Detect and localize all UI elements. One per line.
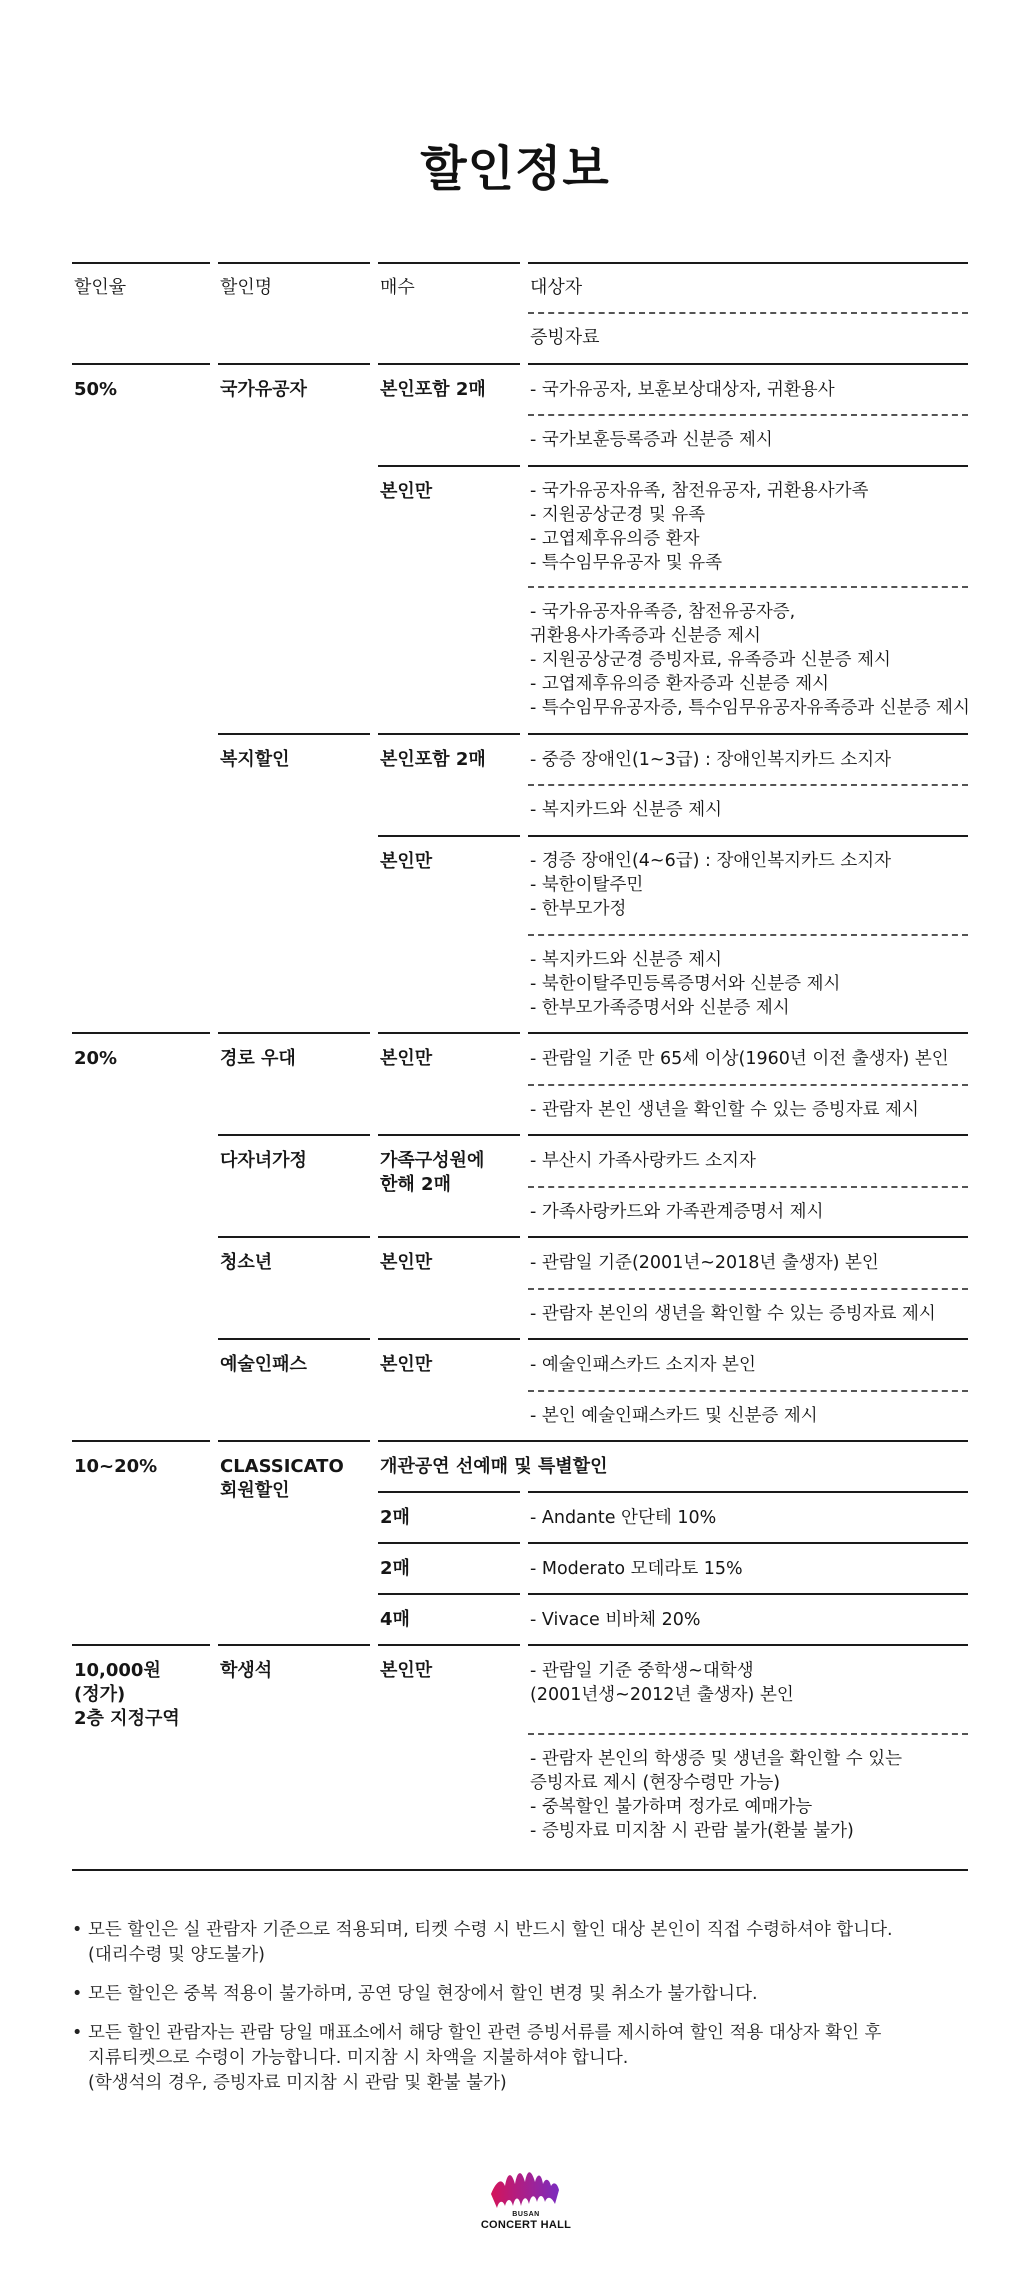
logo-small-text: BUSAN bbox=[512, 2211, 540, 2218]
target-student: - 관람일 기준 중학생~대학생 (2001년생~2012년 출생자) 본인 bbox=[530, 1661, 794, 1705]
row-rule bbox=[218, 1236, 370, 1238]
header-count: 매수 bbox=[380, 277, 415, 298]
row-dash bbox=[528, 1084, 968, 1086]
proof-veteran-1: - 국가보훈등록증과 신분증 제시 bbox=[530, 430, 773, 450]
target-senior: - 관람일 기준 만 65세 이상(1960년 이전 출생자) 본인 bbox=[530, 1049, 949, 1069]
logo-big-text: CONCERT HALL bbox=[480, 2219, 572, 2231]
section-rule bbox=[378, 1440, 968, 1442]
row-rule bbox=[528, 733, 968, 735]
name-senior: 경로 우대 bbox=[220, 1048, 296, 1069]
row-rule bbox=[378, 1134, 520, 1136]
section-rule bbox=[378, 363, 520, 365]
section-rule bbox=[378, 1644, 520, 1646]
section-rule bbox=[72, 1032, 210, 1034]
count-veteran-2: 본인만 bbox=[380, 481, 433, 502]
count-family: 가족구성원에 한해 2매 bbox=[380, 1150, 485, 1195]
count-veteran-1: 본인포함 2매 bbox=[380, 379, 486, 400]
header-dash bbox=[528, 312, 968, 314]
note-item: • 모든 할인 관람자는 관람 당일 매표소에서 해당 할인 관련 증빙서류를 제시하여 할인 적용 대상자 확인 후 지류티켓으로 수령이 가능합니다. 미지참 시 차액을 지불하셔야 합니다. (학생석의 경우, 증빙자료 미지참 시 관람 및 환불 불가) bbox=[72, 2021, 972, 2096]
section-rule bbox=[218, 363, 370, 365]
target-welfare-2: - 경증 장애인(4~6급) : 장애인복지카드 소지자 - 북한이탈주민 - 한부모가정 bbox=[530, 851, 892, 919]
count-artpass: 본인만 bbox=[380, 1354, 433, 1375]
target-classicato-1: - Andante 안단테 10% bbox=[530, 1508, 717, 1528]
row-dash bbox=[528, 1186, 968, 1188]
name-veteran: 국가유공자 bbox=[220, 379, 307, 400]
name-classicato: CLASSICATO 회원할인 bbox=[220, 1456, 344, 1501]
section-rule bbox=[528, 363, 968, 365]
table-bottom-rule bbox=[72, 1869, 968, 1871]
name-artpass: 예술인패스 bbox=[220, 1354, 307, 1375]
header-proof: 증빙자료 bbox=[530, 327, 600, 348]
section-rule bbox=[218, 1644, 370, 1646]
target-classicato-3: - Vivace 비바체 20% bbox=[530, 1610, 701, 1630]
row-dash bbox=[528, 414, 968, 416]
row-dash bbox=[528, 586, 968, 588]
proof-student: - 관람자 본인의 학생증 및 생년을 확인할 수 있는 증빙자료 제시 (현장수령만 가능) - 중복할인 불가하며 정가로 예매가능 - 증빙자료 미지참 시 관람 불가(환불 불가) bbox=[530, 1749, 903, 1841]
section-rule bbox=[378, 1032, 520, 1034]
row-rule bbox=[528, 465, 968, 467]
row-dash bbox=[528, 1390, 968, 1392]
target-artpass: - 예술인패스카드 소지자 본인 bbox=[530, 1355, 756, 1375]
rate-50: 50% bbox=[74, 379, 118, 400]
target-veteran-2: - 국가유공자유족, 참전유공자, 귀환용사가족 - 지원공상군경 및 유족 - 고엽제후유의증 환자 - 특수임무유공자 및 유족 bbox=[530, 481, 869, 573]
proof-welfare-2: - 복지카드와 신분증 제시 - 북한이탈주민등록증명서와 신분증 제시 - 한부모가족증명서와 신분증 제시 bbox=[530, 950, 841, 1018]
note-item: • 모든 할인은 실 관람자 기준으로 적용되며, 티켓 수령 시 반드시 할인 대상 본인이 직접 수령하셔야 합니다. (대리수령 및 양도불가) bbox=[72, 1918, 972, 1968]
row-rule bbox=[528, 1338, 968, 1340]
table-top-rule bbox=[72, 262, 210, 264]
row-rule bbox=[528, 835, 968, 837]
table-top-rule bbox=[378, 262, 520, 264]
row-rule bbox=[378, 1338, 520, 1340]
row-rule bbox=[528, 1542, 968, 1544]
rate-10-20: 10~20% bbox=[74, 1456, 158, 1477]
name-student: 학생석 bbox=[220, 1660, 273, 1681]
row-rule bbox=[218, 1134, 370, 1136]
count-classicato-1: 2매 bbox=[380, 1507, 410, 1528]
row-rule bbox=[378, 465, 520, 467]
count-welfare-2: 본인만 bbox=[380, 851, 433, 872]
classicato-heading: 개관공연 선예매 및 특별할인 bbox=[380, 1456, 608, 1477]
row-rule bbox=[528, 1134, 968, 1136]
count-welfare-1: 본인포함 2매 bbox=[380, 749, 486, 770]
count-classicato-2: 2매 bbox=[380, 1558, 410, 1579]
target-welfare-1: - 중증 장애인(1~3급) : 장애인복지카드 소지자 bbox=[530, 750, 892, 770]
note-item: • 모든 할인은 중복 적용이 불가하며, 공연 당일 현장에서 할인 변경 및 취소가 불가합니다. bbox=[72, 1982, 972, 2007]
row-rule bbox=[378, 1593, 520, 1595]
name-family: 다자녀가정 bbox=[220, 1150, 307, 1171]
proof-youth: - 관람자 본인의 생년을 확인할 수 있는 증빙자료 제시 bbox=[530, 1304, 936, 1324]
proof-family: - 가족사랑카드와 가족관계증명서 제시 bbox=[530, 1202, 824, 1222]
count-student: 본인만 bbox=[380, 1660, 433, 1681]
row-rule bbox=[378, 1491, 520, 1493]
row-dash bbox=[528, 1733, 968, 1735]
notes-list bbox=[72, 1918, 972, 2110]
header-target: 대상자 bbox=[530, 277, 583, 298]
row-dash bbox=[528, 934, 968, 936]
table-top-rule bbox=[528, 262, 968, 264]
row-dash bbox=[528, 784, 968, 786]
target-veteran-1: - 국가유공자, 보훈보상대상자, 귀환용사 bbox=[530, 380, 835, 400]
count-classicato-3: 4매 bbox=[380, 1609, 410, 1630]
row-rule bbox=[378, 733, 520, 735]
row-dash bbox=[528, 1288, 968, 1290]
count-youth: 본인만 bbox=[380, 1252, 433, 1273]
rate-10000: 10,000원 (정가) 2층 지정구역 bbox=[74, 1660, 180, 1729]
count-senior: 본인만 bbox=[380, 1048, 433, 1069]
target-classicato-2: - Moderato 모데라토 15% bbox=[530, 1559, 743, 1579]
table-top-rule bbox=[218, 262, 370, 264]
row-rule bbox=[378, 835, 520, 837]
logo-text bbox=[470, 2211, 582, 2231]
row-rule bbox=[528, 1491, 968, 1493]
rate-20: 20% bbox=[74, 1048, 118, 1069]
header-name: 할인명 bbox=[220, 277, 273, 298]
section-rule bbox=[72, 1440, 210, 1442]
section-rule bbox=[528, 1644, 968, 1646]
section-rule bbox=[72, 1644, 210, 1646]
target-youth: - 관람일 기준(2001년~2018년 출생자) 본인 bbox=[530, 1253, 879, 1273]
row-rule bbox=[528, 1593, 968, 1595]
row-rule bbox=[528, 1236, 968, 1238]
section-rule bbox=[218, 1440, 370, 1442]
section-rule bbox=[528, 1032, 968, 1034]
row-rule bbox=[218, 1338, 370, 1340]
name-welfare: 복지할인 bbox=[220, 749, 290, 770]
row-rule bbox=[378, 1236, 520, 1238]
proof-veteran-2: - 국가유공자유족증, 참전유공자증, 귀환용사가족증과 신분증 제시 - 지원공상군경 증빙자료, 유족증과 신분증 제시 - 고엽제후유의증 환자증과 신분증 제시 - 특수임무유공자증, 특수임무유공자유족증과 신분증 제시 bbox=[530, 602, 970, 718]
section-rule bbox=[72, 363, 210, 365]
header-rate: 할인율 bbox=[74, 277, 127, 298]
proof-welfare-1: - 복지카드와 신분증 제시 bbox=[530, 800, 723, 820]
name-youth: 청소년 bbox=[220, 1252, 273, 1273]
target-family: - 부산시 가족사랑카드 소지자 bbox=[530, 1151, 756, 1171]
proof-senior: - 관람자 본인 생년을 확인할 수 있는 증빙자료 제시 bbox=[530, 1100, 919, 1120]
proof-artpass: - 본인 예술인패스카드 및 신분증 제시 bbox=[530, 1406, 818, 1426]
section-rule bbox=[218, 1032, 370, 1034]
row-rule bbox=[378, 1542, 520, 1544]
page-title: 할인정보 bbox=[420, 141, 610, 197]
row-rule bbox=[218, 733, 370, 735]
